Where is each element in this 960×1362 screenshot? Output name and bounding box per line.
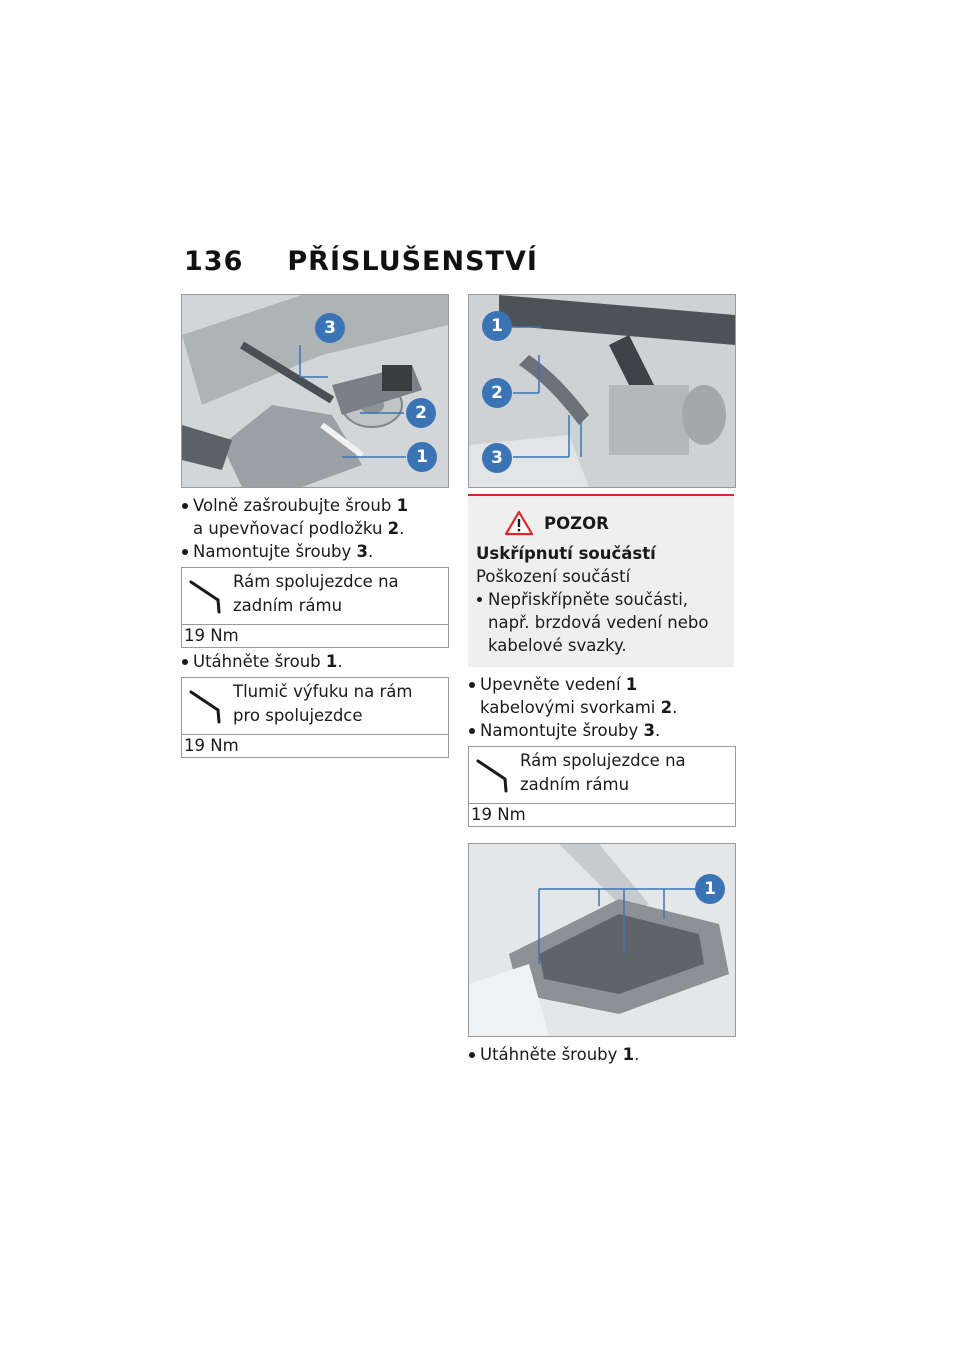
torque-value: 19 Nm <box>471 805 526 824</box>
callout-1: 1 <box>482 311 512 341</box>
warning-subtitle: Uskřípnutí součástí <box>476 544 656 563</box>
steps-list-b <box>181 650 449 673</box>
torque-wrench-icon <box>475 755 515 795</box>
warning-bullet: Nepřiskřípněte součásti, např. brzdová vedení nebo kabelové svazky. <box>476 588 726 657</box>
photo-cable-routing <box>468 294 736 488</box>
steps-list-b <box>468 1043 736 1066</box>
right-column <box>468 294 736 1066</box>
torque-label: Rám spolujezdce na zadním rámu <box>520 751 686 794</box>
torque-spec-box <box>181 567 449 648</box>
callout-3: 3 <box>482 443 512 473</box>
page-number: 136 <box>184 246 244 277</box>
step-item: Utáhněte šrouby 1. <box>468 1043 736 1066</box>
callout-1: 1 <box>695 874 725 904</box>
torque-value: 19 Nm <box>184 736 239 755</box>
step-item: Utáhněte šroub 1. <box>181 650 449 673</box>
photo-exhaust-mount <box>181 294 449 488</box>
callout-1: 1 <box>407 442 437 472</box>
warning-title: POZOR <box>544 513 609 533</box>
callout-2: 2 <box>482 378 512 408</box>
torque-spec-box <box>181 677 449 758</box>
callout-3: 3 <box>315 313 345 343</box>
callout-2: 2 <box>406 398 436 428</box>
step-item: Namontujte šrouby 3. <box>468 719 736 742</box>
warning-box <box>468 494 734 667</box>
section-title: PŘÍSLUŠENSTVÍ <box>287 246 538 277</box>
warning-triangle-icon <box>504 510 534 536</box>
warning-text: Poškození součástí <box>476 567 631 586</box>
step-item: Volně zašroubujte šroub 1 a upevňovací podložku 2. <box>181 494 449 540</box>
photo-seat-frame <box>468 843 736 1037</box>
page-header <box>184 246 538 277</box>
step-item: Upevněte vedení 1 kabelovými svorkami 2. <box>468 673 736 719</box>
torque-spec-box <box>468 746 736 827</box>
torque-wrench-icon <box>188 686 228 726</box>
steps-list-a <box>181 494 449 563</box>
torque-label: Tlumič výfuku na rám pro spolujezdce <box>233 682 413 725</box>
torque-value: 19 Nm <box>184 626 239 645</box>
photo-illustration <box>469 844 735 1036</box>
left-column <box>181 294 449 760</box>
torque-label: Rám spolujezdce na zadním rámu <box>233 572 399 615</box>
steps-list-a <box>468 673 736 742</box>
step-item: Namontujte šrouby 3. <box>181 540 449 563</box>
torque-wrench-icon <box>188 576 228 616</box>
